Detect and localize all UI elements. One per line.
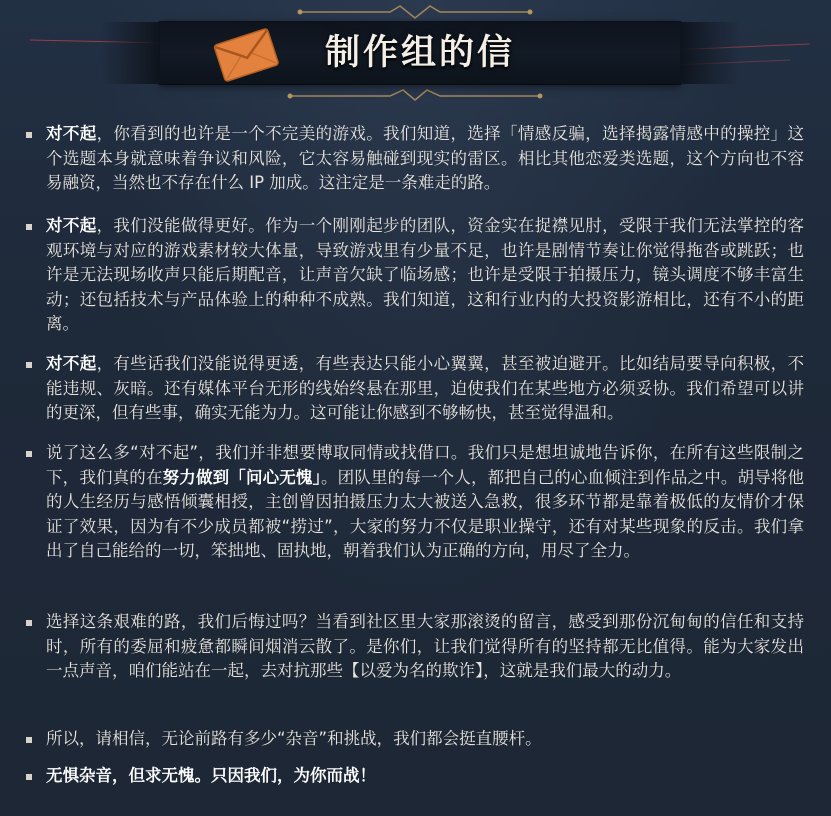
paragraph-5-text: 选择这条艰难的路，我们后悔过吗？当看到社区里大家那滚烫的留言，感受到那份沉甸甸的信任和支持时，所有的委屈和疲惫都瞬间烟消云散了。是你们，让我们觉得所有的坚持都无比值得。能为大家发出一点声音，咱们能站在一起，去对抗那些【以爱为名的欺诈】，这就是我们最大的动力。: [46, 612, 804, 681]
bullet-marker: [26, 224, 32, 230]
bullet-marker: [26, 737, 32, 743]
envelope-icon: [210, 20, 282, 88]
bullet-marker: [26, 620, 32, 626]
paragraph-3-text: ，有些话我们没能说得更透，有些表达只能小心翼翼，甚至被迫避开。比如结局要导向积极，不能违规、灰暗。还有媒体平台无形的线始终悬在那里，迫使我们在某些地方必须妥协。我们希望可以讲的更深，但有些事，确实无能为力。这可能让你感到不够畅快，甚至觉得温和。: [46, 354, 805, 423]
paragraph-1: [24, 122, 804, 196]
paragraph-1-lead: 对不起: [46, 124, 97, 143]
letter-title: 制作组的信: [324, 33, 515, 73]
paragraph-7: [24, 764, 376, 789]
paragraph-3: [24, 352, 804, 426]
paragraph-4-text-after: 。团队里的每一个人，都把自己的心血倾注到作品之中。胡导将他的人生经历与感悟倾囊相授，主创曾因拍摄压力太大被送入急救，很多环节都是靠着极低的友情价才保证了效果，因为有不少成员都被“捞过”，大家的努力不仅是职业操守，还有对某些现象的反击。我们拿出了自己能给的一切，笨拙地、固执地，朝着我们认为正确的方向，用尽了全力。: [46, 467, 805, 561]
paragraph-1-text: ，你看到的也许是一个不完美的游戏。我们知道，选择「情感反骗，选择揭露情感中的操控」这个选题本身就意味着争议和风险，它太容易触碰到现实的雷区。相比其他恋爱类选题，这个方向也不容易融资，当然也不存在什么 IP 加成。这注定是一条难走的路。: [46, 124, 805, 193]
paragraph-2-lead: 对不起: [46, 216, 97, 235]
paragraph-6: [24, 727, 542, 752]
bullet-marker: [26, 362, 32, 368]
paragraph-4: [24, 441, 804, 564]
letter-header-banner: [0, 0, 831, 112]
bullet-marker: [26, 774, 32, 780]
bullet-marker: [26, 451, 32, 457]
paragraph-2-text: ，我们没能做得更好。作为一个刚刚起步的团队，资金实在捉襟见肘，受限于我们无法掌控的客观环境与对应的游戏素材较大体量，导致游戏里有少量不足，也许是剧情节奏让你觉得拖沓或跳跃；也许是无法现场收声只能后期配音，让声音欠缺了临场感；也许是受限于拍摄压力，镜头调度不够丰富生动；还包括技术与产品体验上的种种不成熟。我们知道，这和行业内的大投资影游相比，还有不小的距离。: [46, 216, 805, 334]
paragraph-5: [24, 610, 804, 684]
paragraph-2: [24, 214, 804, 337]
closing-slogan: 无惧杂音，但求无愧。只因我们，为你而战！: [46, 766, 376, 785]
paragraph-6-text: 所以，请相信，无论前路有多少“杂音”和挑战，我们都会挺直腰杆。: [46, 729, 542, 748]
paragraph-3-lead: 对不起: [46, 354, 97, 373]
paragraph-4-emphasis: 努力做到「问心无愧」: [162, 467, 322, 487]
paragraph-4-text-before: 说了这么多“对不起”，我们并非想要博取同情或找借口。我们只是想坦诚地告诉你，在所有这些限制之下，我们真的在: [46, 443, 804, 487]
bullet-marker: [26, 132, 32, 138]
